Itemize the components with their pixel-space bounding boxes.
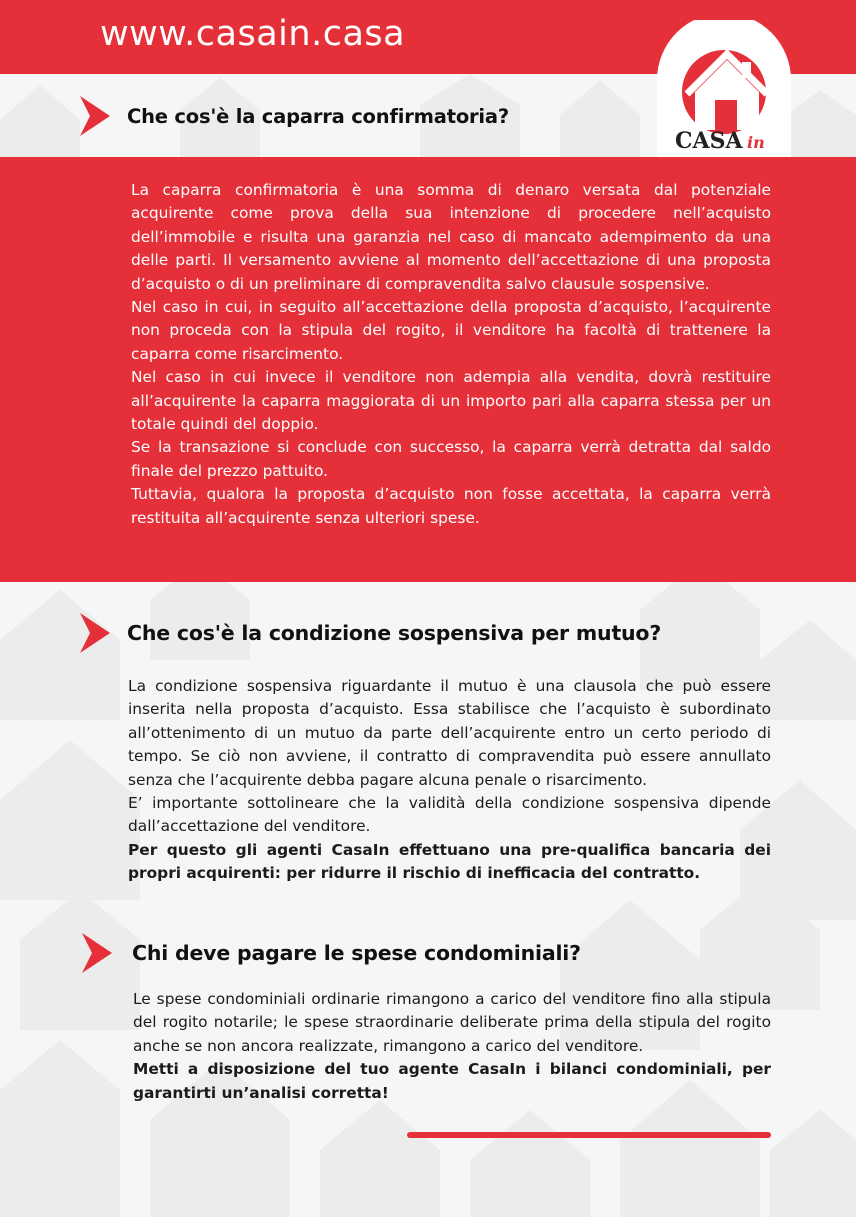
section1-paragraph: Nel caso in cui invece il venditore non adempia alla vendita, dovrà restituire all’acquirente la caparra maggiorata di un importo pari alla caparra stessa per un totale quindi del doppio. [131, 368, 771, 434]
section1-paragraph: Tuttavia, qualora la proposta d’acquisto non fosse accettata, la caparra verrà restituita all’acquirente senza ulteriori spese. [131, 485, 771, 527]
section1-body [131, 179, 771, 530]
section1-heading-row [80, 96, 509, 136]
bottom-divider [407, 1132, 771, 1138]
logo-suffix: in [747, 133, 765, 152]
section3-title: Chi deve pagare le spese condominiali? [132, 941, 581, 965]
section2-bold-paragraph: Per questo gli agenti CasaIn effettuano una pre-qualifica bancaria dei propri acquirenti: per ridurre il rischio di inefficacia del contratto. [128, 840, 771, 883]
section1-paragraph: Se la transazione si conclude con successo, la caparra verrà detratta dal saldo finale del prezzo pattuito. [131, 438, 771, 480]
section3-paragraph: Le spese condominiali ordinarie rimangono a carico del venditore fino alla stipula del rogito notarile; le spese straordinarie deliberate prima della stipula del rogito anche se non ancora realizzate, rimangono a carico del venditore. [133, 990, 771, 1055]
section3-body [133, 988, 771, 1105]
section3-heading-row [82, 933, 581, 973]
section2-title: Che cos'è la condizione sospensiva per mutuo? [127, 621, 662, 645]
logo-text: CASA [675, 128, 743, 154]
arrow-icon [80, 96, 110, 136]
arrow-icon [80, 613, 110, 653]
section1-title: Che cos'è la caparra confirmatoria? [127, 104, 509, 128]
section2-heading-row [80, 613, 661, 653]
section2-body [128, 675, 771, 886]
section2-paragraph: E’ importante sottolineare che la validità della condizione sospensiva dipende dall’accettazione del venditore. [128, 794, 771, 836]
section2-paragraph: La condizione sospensiva riguardante il mutuo è una clausola che può essere inserita nella proposta d’acquisto. Essa stabilisce che l’acquisto è subordinato all’ottenimento di un mutuo da parte dell’acquirente entro un certo periodo di tempo. Se ciò non avviene, il contratto di compravendita può essere annullato senza che l’acquirente debba pagare alcuna penale o risarcimento. [128, 677, 771, 789]
casain-logo [657, 20, 791, 170]
arrow-icon [82, 933, 112, 973]
section1-paragraph: La caparra confirmatoria è una somma di denaro versata dal potenziale acquirente come prova della sua intenzione di procedere nell’acquisto dell’immobile e risulta una garanzia nel caso di mancato adempimento da una delle parti. Il versamento avviene al momento dell’accettazione di una proposta d’acquisto o di un preliminare di compravendita salvo clausule sospensive. [131, 181, 771, 293]
site-url[interactable]: www.casain.casa [100, 14, 406, 54]
section3-bold-paragraph: Metti a disposizione del tuo agente CasaIn i bilanci condominiali, per garantirti un’analisi corretta! [133, 1060, 771, 1102]
section1-panel [0, 157, 856, 582]
section1-paragraph: Nel caso in cui, in seguito all’accettazione della proposta d’acquisto, l’acquirente non proceda con la stipula del rogito, il venditore ha facoltà di trattenere la caparra come risarcimento. [131, 298, 771, 363]
